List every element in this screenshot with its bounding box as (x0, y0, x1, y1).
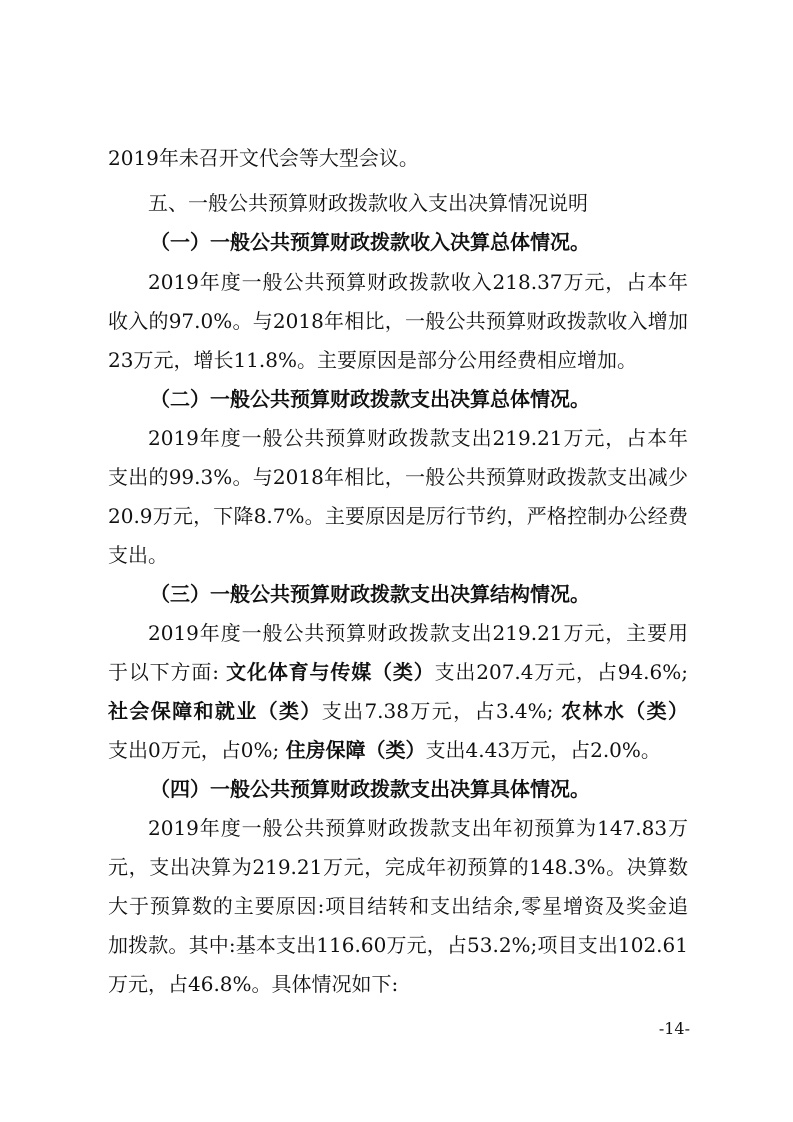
paragraph-line: 20.9万元，下降8.7%。主要原因是厉行节约，严格控制办公经费 (108, 504, 688, 528)
category-label: 文化体育与传媒（类） (226, 660, 435, 684)
category-label: 住房保障（类） (285, 738, 426, 762)
paragraph-line: 2019年度一般公共预算财政拨款支出年初预算为147.83万 (148, 816, 688, 840)
paragraph-line: 2019年度一般公共预算财政拨款收入218.37万元，占本年 (148, 270, 688, 294)
subsection-heading: （二）一般公共预算财政拨款支出决算总体情况。 (150, 387, 590, 411)
page-number: -14- (658, 1019, 690, 1038)
paragraph-line-mixed (108, 732, 688, 768)
text-segment: 支出207.4万元，占94.6%; (434, 660, 688, 684)
text-segment: 支出4.43万元，占2.0%。 (425, 738, 661, 762)
paragraph-line: 支出。 (108, 543, 168, 567)
text-segment: 支出7.38万元，占3.4%; (321, 699, 554, 723)
category-label: 社会保障和就业（类） (108, 699, 322, 723)
paragraph-line: 23万元，增长11.8%。主要原因是部分公用经费相应增加。 (108, 348, 637, 372)
paragraph-line: 2019年度一般公共预算财政拨款支出219.21万元，主要用 (148, 621, 688, 645)
section-heading: 五、一般公共预算财政拨款收入支出决算情况说明 (148, 191, 588, 215)
subsection-heading: （一）一般公共预算财政拨款收入决算总体情况。 (150, 230, 590, 254)
paragraph-line: 万元，占46.8%。具体情况如下: (108, 972, 399, 996)
paragraph-line: 2019年未召开文代会等大型会议。 (108, 146, 419, 170)
paragraph-line: 大于预算数的主要原因:项目结转和支出结余,零星增资及奖金追 (108, 894, 688, 918)
paragraph-line: 2019年度一般公共预算财政拨款支出219.21万元，占本年 (148, 426, 688, 450)
paragraph-line: 元，支出决算为219.21万元，完成年初预算的148.3%。决算数 (108, 855, 688, 879)
subsection-heading: （四）一般公共预算财政拨款支出决算具体情况。 (150, 777, 590, 801)
paragraph-line: 支出的99.3%。与2018年相比，一般公共预算财政拨款支出减少 (108, 465, 688, 489)
paragraph-line: 加拨款。其中:基本支出116.60万元，占53.2%;项目支出102.61 (108, 933, 688, 957)
text-segment: 于以下方面: (108, 660, 219, 684)
paragraph-line: 收入的97.0%。与2018年相比，一般公共预算财政拨款收入增加 (108, 309, 688, 333)
subsection-heading: （三）一般公共预算财政拨款支出决算结构情况。 (150, 582, 590, 606)
text-segment: 支出0万元，占0%; (108, 738, 280, 762)
category-label: 农林水（类） (561, 699, 688, 723)
paragraph-line-mixed (108, 654, 688, 690)
paragraph-line-mixed (108, 693, 688, 729)
